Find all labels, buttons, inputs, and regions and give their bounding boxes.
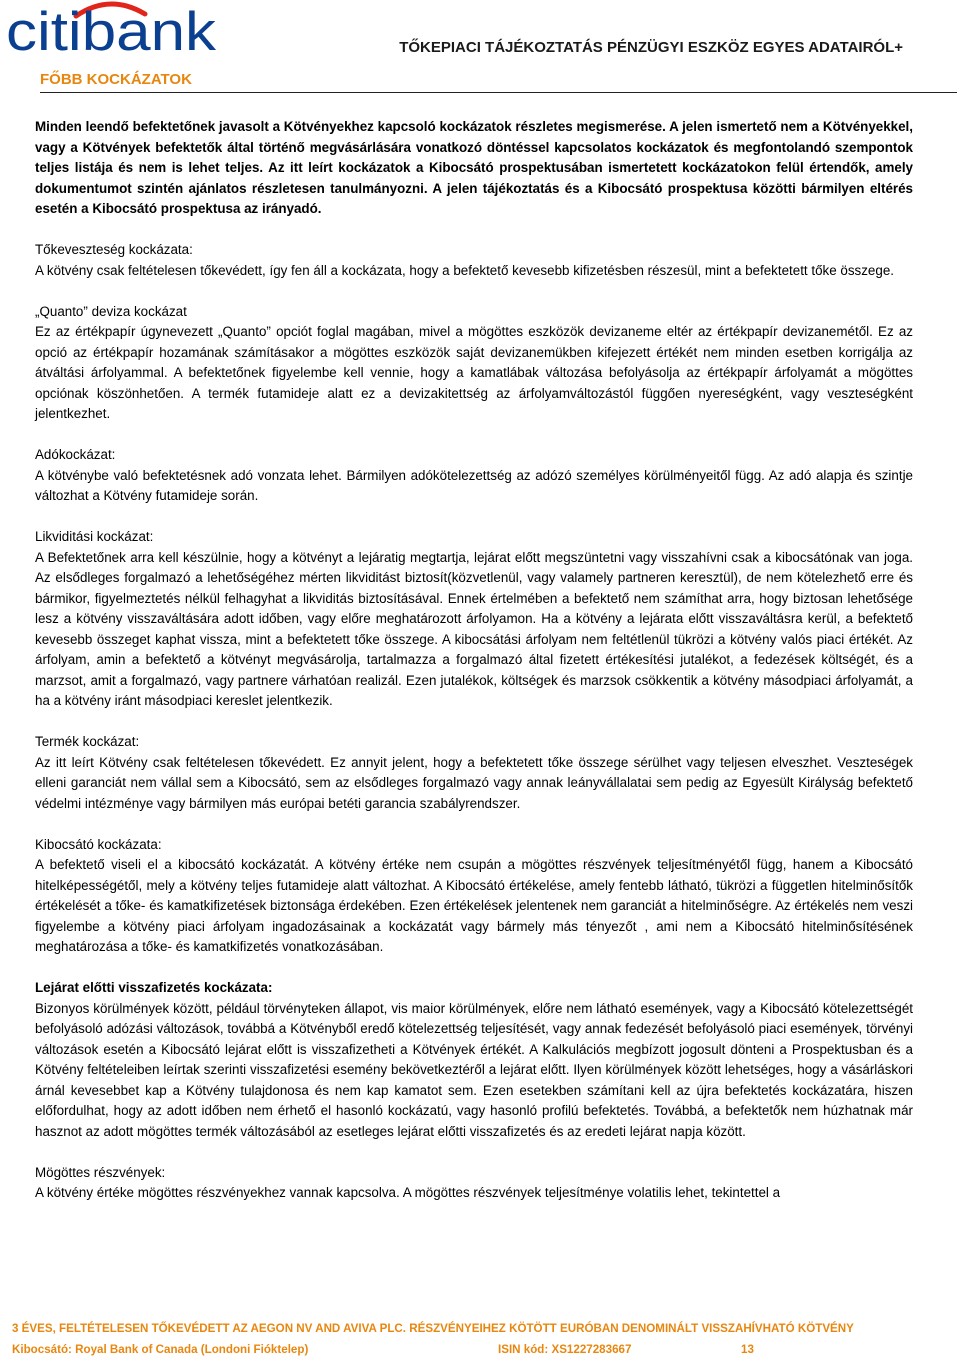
section-body: Bizonyos körülmények között, például törvényteken állapot, vis maior körülmények, előre nem látható események, vagy a Kibocsátó kötelezettségét befolyásoló adózási változások, továbbá a Kötvényből eredő kötelezettség teljesítését, vagy annak fedezését befolyásoló piaci események, törvényi változások esetén a Kibocsátó lejárat előtt is visszafizetheti a Kötvények értékét. A Kalkulációs megbízott jogosult dönteni a Prospektusban és a Kötvény feltételeiben leírtak szerinti visszafizetési esemény bekövetkeztéről a lejárat előtt. Ilyen körülmények között lehetséges, hogy a vásárláskori árnál kevesebbet kap a Kötvény tulajdonosa és nem kap kamatot sem. Ezen esetekben számítani kell az újra befektetés kockázatára, hiszen előfordulhat, hogy az adott időben nem érhető el hasonló kockázatú, vagy hasonló profilú befektetés. Továbbá, a befektetők nem húzhatnak már hasznot az adott mögöttes termék változásából az esetleges lejárat előtti visszafizetés és az eredeti lejárat napja között. (35, 1000, 913, 1139)
document-title: TŐKEPIACI TÁJÉKOZTATÁS PÉNZÜGYI ESZKÖZ EGYES ADATAIRÓL+ (399, 39, 903, 56)
risk-section-underlying (35, 1163, 913, 1204)
header-divider (40, 92, 957, 93)
risk-section-quanto (35, 302, 913, 425)
section-heading: Termék kockázat: (35, 734, 140, 749)
risk-section-product (35, 732, 913, 814)
risk-section-tax (35, 445, 913, 507)
page-number: 13 (741, 1343, 754, 1356)
section-body: A kötvény értéke mögöttes részvényekhez vannak kapcsolva. A mögöttes részvények teljesítménye volatilis lehet, tekintettel a (35, 1185, 781, 1200)
section-body: A Befektetőnek arra kell készülnie, hogy a kötvényt a lejáratig megtartja, lejárat előtt megszüntetni vagy visszahívni csak a kibocsátónak van joga. Az elsődleges forgalmazó a lehetőségéhez mérten likviditást biztosít(közvetlenül, vagy valamely partneren keresztül), de nem kötelezhető erre és bármikor, figyelmeztetés nélkül felhagyhat a likviditás biztosításával. Ennek értelmében a befektető nem számíthat arra, hogy biztosan lehetősége lesz a kötvény visszaváltására adott időben, vagy előre meghatározott árfolyamon. Ha a kötvény a lejárata előtt visszaváltásra kerül, a befektető kevesebb összeget kaphat vissza, mint a befektetett tőke összege. A kibocsátási árfolyam nem feltétlenül tükrözi a kötvény valós piaci értékét. Az árfolyam, amin a befektető a kötvényt megvásárolja, tartalmazza a forgalmazó által fizetett értékesítési jutalékot, a fedezések költségét, és a marzsot, amit a forgalmazó, vagy partnere várhatóan realizál. Ezen jutalékok, költségek és marzsok csökkentik a kötvény másodpiaci árfolyamát, a ha a kötvény iránt másodpiaci kereslet jelentkezik. (35, 549, 913, 708)
section-heading: Tőkeveszteség kockázata: (35, 242, 193, 257)
section-heading: Kibocsátó kockázata: (35, 836, 162, 852)
footer-product-name: 3 ÉVES, FELTÉTELESEN TŐKEVÉDETT AZ AEGON NV AND AVIVA PLC. RÉSZVÉNYEIHEZ KÖTÖTT EURÓBAN DENOMINÁLT VISSZAHÍVHATÓ KÖTVÉNY (12, 1322, 854, 1335)
section-heading: Adókockázat: (35, 447, 116, 462)
risk-section-early-redemption (35, 978, 913, 1142)
intro-paragraph: Minden leendő befektetőnek javasolt a Kötvényekhez kapcsoló kockázatok részletes megismerése. A jelen ismertető nem a Kötvényekkel, vagy a Kötvények befektetők által történő megvásárlására vonatkozó döntéssel kapcsolatos kockázatok és megfontolandó szempontok teljes listája és nem is lehet teljes. Az itt leírt kockázatok a Kibocsátó prospektusában ismertetett kockázatokon felül értendők, amely dokumentumot szintén ajánlatos részletesen tanulmányozni. A jelen tájékoztatás és a Kibocsátó prospektusa közötti bármilyen eltérés esetén a Kibocsátó prospektusa az irányadó. (35, 119, 913, 216)
section-heading: „Quanto” deviza kockázat (35, 303, 187, 319)
section-body: Ez az értékpapír úgynevezett „Quanto” opciót foglal magában, mivel a mögöttes eszközök devizaneme eltér az értékpapír devizanemétől. Ez az opció az értékpapír hozamának számításakor a mögöttes eszközök saját devizanemükben kifejezett értékét nem minden esetben korrigálja az átváltási árfolyammal. A befektetőnek figyelembe kell vennie, hogy a kamatlábak változása befolyásolja az értékpapír árfolyamát a mögöttes opciónak köszönhetően. A termék futamideje alatt ez a devizakitettség az árfolyamváltozástól függően nyereségként, vagy veszteségként jelentkezhet. (35, 324, 913, 421)
section-body: Az itt leírt Kötvény csak feltételesen tőkevédett. Ez annyit jelent, hogy a befektetett tőke összege sérülhet vagy teljesen elveszhet. Veszteségek elleni garanciát nem vállal sem a Kibocsátó, sem az elsődleges forgalmazó vagy annak leányvállalatai sem pedig az Egyesült Királyság befektető védelmi intézménye vagy bármilyen más európai betéti garancia szabályrendszer. (35, 754, 913, 811)
section-body: A kötvény csak feltételesen tőkevédett, így fen áll a kockázata, hogy a befektető kevesebb kifizetésben részesül, mint a befektetett tőke összege. (35, 262, 894, 278)
risk-section-liquidity (35, 527, 913, 712)
risk-section-capital-loss (35, 240, 913, 281)
section-body: A befektető viseli el a kibocsátó kockázatát. A kötvény értéke nem csupán a mögöttes részvények teljesítményétől függ, hanem a Kibocsátó hitelképességétől, mely a kötvény teljes futamideje alatt változhat. A Kibocsátó értékelése, amely fentebb látható, tükrözi a független hitelminősítők értékelését a tőke- és kamatkifizetések biztonsága érdekében. Ezen értékelések jelentenek nem garanciát a hitelminőségre. Az értékelés nem veszi figyelembe a kötvény piaci árfolyam ingadozásainak a kockázatát vagy bármely más tényezőt , ami nem a Kibocsátó hitelminősítésének meghatározása a tőke- és kamatkifizetés vonatkozásában. (35, 857, 913, 954)
risk-section-issuer (35, 835, 913, 958)
footer-issuer: Kibocsátó: Royal Bank of Canada (Londoni Fióktelep) (12, 1343, 309, 1356)
logo-wordmark: citibank (6, 0, 217, 56)
document-body (35, 117, 913, 1204)
section-heading: Lejárat előtti visszafizetés kockázata: (35, 980, 273, 995)
section-heading: Likviditási kockázat: (35, 529, 154, 544)
section-title: FŐBB KOCKÁZATOK (40, 71, 192, 88)
section-body: A kötvénybe való befektetésnek adó vonzata lehet. Bármilyen adókötelezettség az adózó személyes körülményeitől függ. Az adó alapja és szintje változhat a Kötvény futamideje során. (35, 467, 913, 503)
page-footer (12, 1318, 952, 1360)
section-heading: Mögöttes részvények: (35, 1164, 166, 1180)
citibank-logo (6, 0, 218, 56)
footer-isin: ISIN kód: XS1227283667 (498, 1343, 632, 1356)
